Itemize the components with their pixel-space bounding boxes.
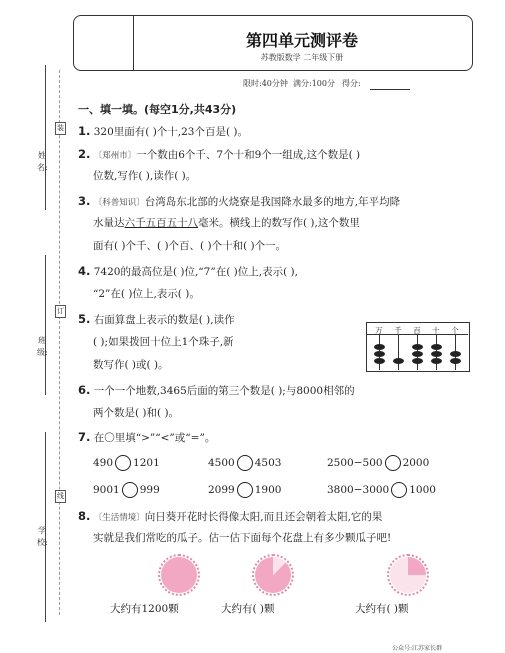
compare-item-2 [208,455,281,471]
seal-mark-2: 订 [55,305,66,318]
compare-right: 1900 [254,484,282,496]
question-8-line-2: 实就是我们常吃的瓜子。估一估下面每个花盘上有多少颗瓜子吧! [93,532,392,544]
binding-line-top [45,65,46,210]
question-number: 6. [78,383,91,397]
abacus-bead [374,358,385,364]
abacus-bead [431,351,442,357]
question-4 [78,264,298,279]
page-subtitle: 苏教版数学 二年级下册 [260,53,344,62]
question-number: 3. [78,194,91,208]
abacus-label: 千 [394,326,402,335]
name-label: 姓名: [37,151,48,172]
compare-right: 999 [139,484,160,496]
question-text: 一个一个地数,3465后面的第三个数是( );与8000相邻的 [93,385,355,397]
time-limit: 限时:40分钟 [243,79,288,88]
question-number: 4. [78,264,91,278]
abacus-bead [412,351,423,357]
abacus-bead [374,344,385,350]
underlined-number-words: 六千五百五十八 [124,217,198,229]
question-5 [78,312,235,327]
compare-right: 2000 [402,457,430,469]
sunflower-full-icon [161,557,197,593]
compare-circle[interactable] [385,455,401,471]
compare-item-3 [327,455,429,471]
seal-mark-3: 线 [55,490,66,503]
question-3-line-2 [93,216,360,230]
question-tag: 〔郑州市〕 [93,151,137,161]
abacus-bead [412,344,423,350]
footer-note: 公众号:江苏家长群 [392,645,443,652]
question-text: 水量达 [93,217,125,229]
compare-item-6 [327,482,436,498]
compare-circle[interactable] [115,455,131,471]
flower-caption-1: 大约有1200颗 [110,603,179,615]
question-text: 7420的最高位是( )位,“7”在( )位上,表示( ), [93,266,298,278]
compare-left: 2099 [208,484,235,496]
compare-left: 4500 [208,457,235,469]
question-number: 8. [78,509,91,523]
flower-caption-3: 大约有( )颗 [355,603,409,615]
flower-caption-2: 大约有( )颗 [221,603,275,615]
question-2-line-2: 位数,写作( ),读作( )。 [93,170,197,182]
abacus-rod [398,335,399,370]
score-label: 得分: [342,79,361,88]
abacus-label: 万 [375,326,383,335]
section-title: 一、填一填。(每空1分,共43分) [78,103,237,116]
question-tag: 〔科普知识〕 [93,198,145,208]
question-5-line-2: ( );如果拨回十位上1个珠子,新 [93,336,234,348]
seal-mark-1: 装 [55,122,66,135]
abacus-bead [412,358,423,364]
abacus-bead [431,358,442,364]
question-number: 7. [78,430,91,444]
compare-circle[interactable] [237,455,253,471]
question-4-line-2: “2”在( )位上,表示( )。 [93,288,200,300]
question-text: 台湾岛东北部的火烧寮是我国降水最多的地方,年平均降 [144,196,401,208]
question-text: 在〇里填“>”“<”或“=”。 [93,432,216,444]
compare-left: 490 [93,457,114,469]
class-label: 班级: [37,336,48,357]
abacus-bead [393,358,404,364]
question-number: 1. [78,124,91,138]
abacus-bead [450,351,461,357]
sunflower-partial-icon [255,557,291,593]
question-8 [78,509,382,525]
question-text: 右面算盘上表示的数是( ),读作 [93,314,235,326]
sunflower-quarter-icon [390,557,426,593]
question-2 [78,147,360,163]
question-6 [78,383,355,398]
compare-left: 9001 [93,484,120,496]
question-text: 一个数由6个千、7个十和9个一组成,这个数是( ) [136,149,361,161]
question-6-line-2: 两个数是( )和( )。 [93,407,180,419]
compare-item-4 [93,482,160,498]
question-3 [78,194,400,210]
question-3-line-3: 面有( )个千、( )个百、( )个十和( )个一。 [93,240,287,252]
question-number: 5. [78,312,91,326]
abacus-bead [450,358,461,364]
question-text: 毫米。横线上的数写作( ),这个数里 [198,217,360,229]
question-5-line-3: 数写作( )或( )。 [93,359,169,371]
question-7 [78,430,215,445]
compare-right: 1000 [409,484,436,496]
question-1 [78,124,248,139]
abacus-label: 个 [451,326,459,335]
cut-line [59,70,60,615]
question-tag: 〔生活情境〕 [93,513,145,523]
compare-circle[interactable] [391,482,407,498]
page-title: 第四单元测评卷 [245,31,358,50]
question-number: 2. [78,147,91,161]
question-text: 320里面有( )个十,23个百是( )。 [93,126,249,138]
compare-circle[interactable] [122,482,138,498]
abacus-bead [431,344,442,350]
abacus-label: 百 [413,326,421,335]
compare-left: 3800−3000 [327,484,390,496]
school-label: 学校: [37,526,48,547]
question-text: 向日葵开花时长得像太阳,而且还会朝着太阳,它的果 [144,511,383,523]
compare-right: 1201 [133,457,160,469]
compare-item-5 [208,482,281,498]
abacus-label: 十 [432,326,440,335]
compare-right: 4503 [254,457,282,469]
abacus-bead [374,351,385,357]
full-score: 满分:100分 [293,79,335,88]
score-blank[interactable] [370,89,410,90]
compare-item-1 [93,455,160,471]
binding-line-middle [45,255,46,395]
compare-left: 2500−500 [327,457,383,469]
compare-circle[interactable] [237,482,253,498]
